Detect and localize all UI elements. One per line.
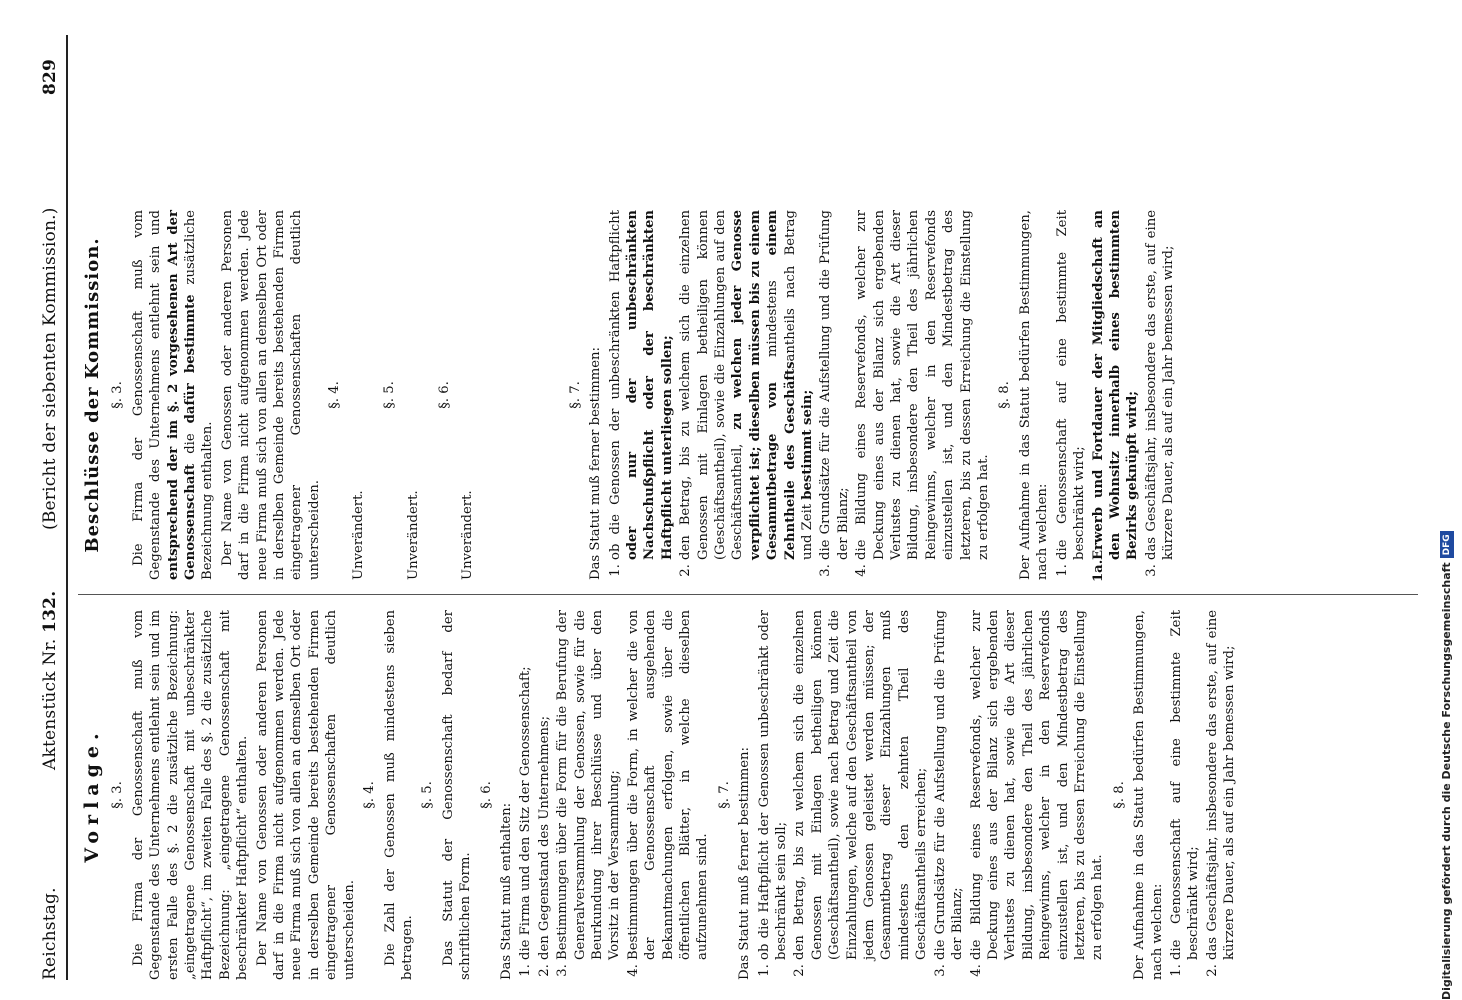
page-number: 829 <box>40 58 60 95</box>
list-item: 3. die Grundsätze für die Aufstellung und die Prüfung der Bilanz; <box>817 210 852 560</box>
section-8-list <box>1054 210 1178 580</box>
digitization-credit <box>1402 0 1453 1000</box>
section-6-heading: §. 6. <box>436 381 452 409</box>
section-8-intro: Der Aufnahme in das Statut bedürfen Bestimmungen, nach welchen: <box>1017 210 1051 580</box>
header-center <box>40 591 60 770</box>
section-6-unchanged: Unverändert. <box>460 490 476 580</box>
section-7-list <box>756 610 1107 980</box>
list-item: 2. den Betrag, bis zu welchem sich die einzelnen Genossen mit Einlagen betheiligen können (Geschäftsantheil), sowie nach Betrag und Zeit die Einzahlungen, welche auf den Geschäftsantheil von jedem Genossen geleistet werden müssen; der Gesammtbetrag dieser Einzahlungen muß mindestens den zehnten Theil des Geschäftsantheils erreichen; <box>791 610 930 960</box>
list-item: 1. ob die Haftpflicht der Genossen unbeschränkt oder beschränkt sein soll; <box>756 610 791 960</box>
list-item: 4. die Bildung eines Reservefonds, welcher zur Deckung eines aus der Bilanz sich ergebenden Verlustes zu dienen hat, sowie die Art dieser Bildung, insbesondere den Theil des jährlichen Reingewinns, welcher in den Reservefonds einzustellen ist, und den Mindestbetrag des letzteren, bis zu dessen Erreichung die Einstellung zu erfolgen hat. <box>968 610 1107 960</box>
section-3-paragraph-2: Der Name von Genossen oder anderen Personen darf in die Firma nicht aufgenommen werden. Jede neue Firma muß sich von allen an demselben Ort oder in derselben Gemeinde bereits bestehenden Firmen eingetragener Genossenschaften deutlich unterscheiden. <box>254 610 357 980</box>
section-6-intro: Das Statut muß enthalten: <box>498 802 514 980</box>
section-6-list <box>517 610 711 980</box>
section-8-list <box>1168 610 1239 980</box>
list-item: 1. die Firma und den Sitz der Genossenschaft; <box>517 610 534 960</box>
section-3-paragraph-2: Der Name von Genossen oder anderen Personen darf in die Firma nicht aufgenommen werden. Jede neue Firma muß sich von allen an demselben Ort oder in derselben Gemeinde bereits bestehenden Firmen eingetragener Genossenschaften deutlich unterscheiden. <box>219 210 322 580</box>
section-3-paragraph-1: Die Firma der Genossenschaft muß vom Gegenstande des Unternehmens entlehnt sein und im ersten Falle des §. 2 die zusätzliche Bezeichnung: „eingetragene Genossenschaft mit unbeschränkter Haftpflicht“, im zweiten Falle des §. 2 die zusätzliche Bezeichnung: „eingetragene Genossenschaft mit beschränkter Haftpflicht“ enthalten. <box>130 610 251 980</box>
section-8-heading: §. 8. <box>997 381 1013 409</box>
section-7-intro: Das Statut muß ferner bestimmen: <box>737 747 753 980</box>
list-item: 3. Bestimmungen über die Form für die Berufung der Generalversammlung der Genossen, sowie für die Beurkundung ihrer Beschlüsse und über den Vorsitz in der Versammlung; <box>554 610 624 960</box>
section-3-paragraph-1: Die Firma der Genossenschaft muß vom Gegenstande des Unternehmens entlehnt sein und entsprechend der im §. 2 vorgesehenen Art der Genossenschaft die dafür bestimmte zusätzliche Bezeichnung enthalten. <box>130 210 216 580</box>
header-right: (Bericht der siebenten Kommission.) <box>40 207 60 530</box>
section-7-list <box>607 210 993 580</box>
header-center-prefix: Aktenstück Nr. <box>40 638 60 770</box>
list-item: 3. die Grundsätze für die Aufstellung und die Prüfung der Bilanz; <box>932 610 967 960</box>
section-5-heading: §. 5. <box>420 781 436 809</box>
section-4-heading: §. 4. <box>362 781 378 809</box>
header-left: Reichstag. <box>40 887 60 980</box>
section-6-heading: §. 6. <box>478 781 494 809</box>
section-7-heading: §. 7. <box>567 381 583 409</box>
kommission-heading: Beschlüsse der Kommission. <box>82 237 103 553</box>
credit-text-wrapper <box>1432 0 1462 1000</box>
header-rule <box>66 35 68 980</box>
section-5-heading: §. 5. <box>382 381 398 409</box>
list-item: 1. ob die Genossen der unbeschränkten Haftpflicht oder nur der unbeschränkten Nachschußpflicht oder der beschränkten Haftpflicht unterliegen sollen; <box>607 210 677 560</box>
credit-text: Digitalisierung gefördert durch die Deutsche Forschungsgemeinschaft <box>1440 562 1453 1000</box>
section-7-intro: Das Statut muß ferner bestimmen: <box>588 347 604 580</box>
list-item: 3. das Geschäftsjahr, insbesondere das erste, auf eine kürzere Dauer, als auf ein Jahr bemessen wird; <box>1143 210 1178 560</box>
section-3-heading: §. 3. <box>110 781 126 809</box>
list-item: 4. Bestimmungen über die Form, in welcher die von der Genossenschaft ausgehenden Bekanntmachungen erfolgen, sowie über die öffentlichen Blätter, in welche dieselben aufzunehmen sind. <box>625 610 712 960</box>
section-8-intro: Der Aufnahme in das Statut bedürfen Bestimmungen, nach welchen: <box>1132 610 1165 980</box>
list-item: 2. das Geschäftsjahr, insbesondere das erste, auf eine kürzere Dauer, als auf ein Jahr bemessen wird; <box>1204 610 1239 960</box>
section-3-heading: §. 3. <box>110 381 126 409</box>
column-divider <box>78 594 1418 595</box>
dfg-logo: DFG <box>1440 531 1454 558</box>
section-4-heading: §. 4. <box>327 381 343 409</box>
section-4-paragraph: Die Zahl der Genossen muß mindestens sieben betragen. <box>382 610 415 980</box>
list-item: 1. die Genossenschaft auf eine bestimmte Zeit beschränkt wird; <box>1054 210 1089 560</box>
left-column <box>80 610 1243 980</box>
list-item: 4. die Bildung eines Reservefonds, welcher zur Deckung eines aus der Bilanz sich ergebenden Verlustes zu dienen hat, sowie die Art dieser Bildung, insbesondere den Theil des jährlichen Reingewinns, welcher in den Reservefonds einzustellen ist, und den Mindestbetrag des letzteren, bis zu dessen Erreichung die Einstellung zu erfolgen hat. <box>853 210 992 560</box>
list-item: 1. die Genossenschaft auf eine bestimmte Zeit beschränkt wird; <box>1168 610 1203 960</box>
section-4-unchanged: Unverändert. <box>350 490 366 580</box>
vorlage-heading: Vorlage. <box>81 727 103 863</box>
list-item-1a: 1a.Erwerb und Fortdauer der Mitgliedschaft an den Wohnsitz innerhalb eines bestimmten Bezirks geknüpft wird; <box>1090 210 1141 582</box>
header-number: 132. <box>40 590 60 633</box>
section-5-unchanged: Unverändert. <box>405 490 421 580</box>
list-item: 2. den Gegenstand des Unternehmens; <box>536 610 553 960</box>
section-7-heading: §. 7. <box>716 781 732 809</box>
section-8-heading: §. 8. <box>1111 781 1127 809</box>
list-marker-1a: 1a. <box>1090 559 1106 582</box>
section-5-paragraph: Das Statut der Genossenschaft bedarf der schriftlichen Form. <box>440 610 474 980</box>
right-column <box>80 210 1182 580</box>
list-item: 2. den Betrag, bis zu welchem sich die einzelnen Genossen mit Einlagen betheiligen können (Geschäftsantheil), sowie die Einzahlungen auf den Geschäftsantheil, zu welchen jeder Genosse verpflichtet ist; dieselben müssen bis zu einem Gesammtbetrage von mindestens einem Zehntheile des Geschäftsantheils nach Betrag und Zeit bestimmt sein; <box>677 210 816 560</box>
